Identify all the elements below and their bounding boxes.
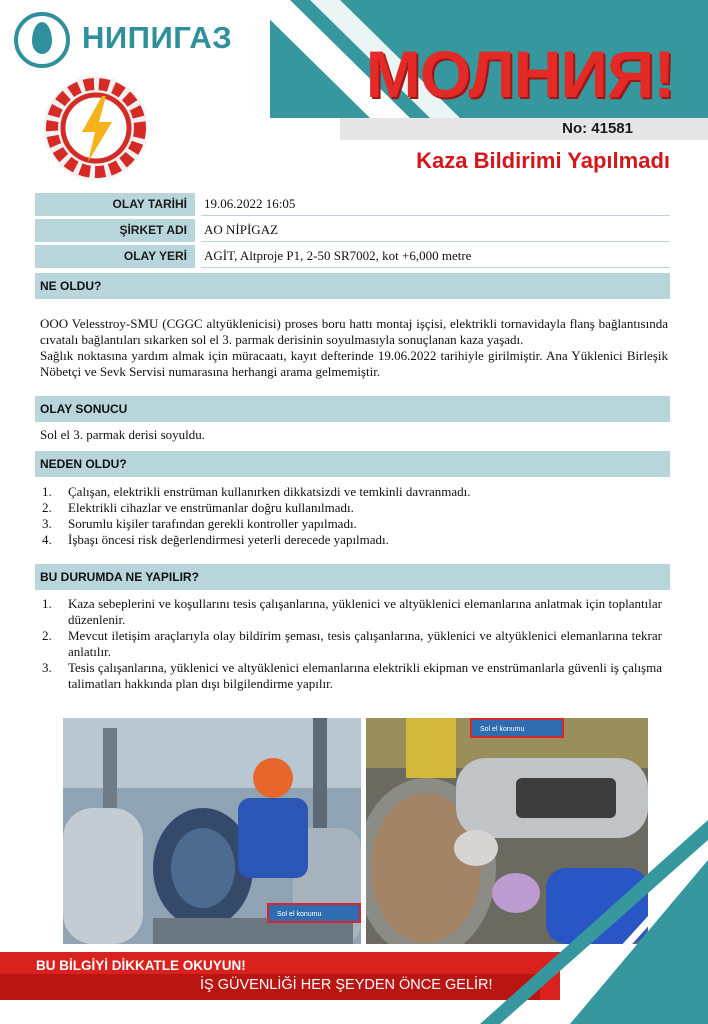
- report-number: No: 41581: [562, 120, 633, 137]
- lightning-gear-emblem: [44, 76, 148, 180]
- list-text: Elektrikli cihazlar ve enstrümanlar doğru kullanılmadı.: [68, 500, 354, 515]
- list-item: [40, 484, 662, 500]
- list-item: [40, 500, 662, 516]
- info-value: AGİT, Altproje P1, 2-50 SR7002, kot +6,000 metre: [201, 245, 670, 268]
- section-heading-what-happened: NE OLDU?: [35, 273, 670, 299]
- list-number: 2.: [42, 628, 52, 643]
- info-label: OLAY YERİ: [35, 245, 195, 268]
- info-value: AO NİPİGAZ: [201, 219, 670, 242]
- list-text: Sorumlu kişiler tarafından gerekli kontroller yapılmadı.: [68, 516, 357, 531]
- info-row-company: [35, 219, 670, 242]
- list-number: 3.: [42, 516, 52, 531]
- causes-list: [40, 484, 662, 548]
- company-logo: [14, 12, 254, 72]
- footer-line-2: İŞ GÜVENLİĞİ HER ŞEYDEN ÖNCE GELİR!: [200, 977, 493, 993]
- list-item: [40, 596, 662, 628]
- logo-text: НИПИГАЗ: [82, 20, 233, 55]
- list-number: 1.: [42, 596, 52, 611]
- incident-photo-left: [63, 718, 361, 944]
- list-item: [40, 516, 662, 532]
- footer-line-1: BU BİLGİYİ DİKKATLE OKUYUN!: [36, 958, 246, 973]
- list-text: Mevcut iletişim araçlarıyla olay bildirim şeması, tesis çalışanlarına, yüklenici ve altyüklenici elemanlarına tekrar anlatılır.: [68, 628, 662, 659]
- info-row-date: [35, 193, 670, 216]
- actions-list: [40, 596, 662, 692]
- section-heading-causes: NEDEN OLDU?: [35, 451, 670, 477]
- list-text: İşbaşı öncesi risk değerlendirmesi yeterli derecede yapılmadı.: [68, 532, 389, 547]
- list-number: 2.: [42, 500, 52, 515]
- banner-title: МОЛНИЯ!: [365, 37, 675, 111]
- what-happened-paragraph-1: OOO Velesstroy-SMU (CGGC altyüklenicisi) proses boru hattı montaj işçisi, elektrikli tornavidayla flanş bağlantısında cıvatalı bağlantıları sıkarken sol el 3. parmak derisinin soyulmasıyla sonuçlanan kaza yaşadı.: [40, 316, 668, 347]
- info-row-location: [35, 245, 670, 268]
- gas-flame-icon: [32, 22, 52, 54]
- page-subtitle: Kaza Bildirimi Yapılmadı: [416, 148, 670, 173]
- list-number: 3.: [42, 660, 52, 675]
- list-text: Çalışan, elektrikli enstrüman kullanırken dikkatsizdi ve temkinli davranmadı.: [68, 484, 471, 499]
- footer-teal-stripes: [470, 820, 708, 1024]
- info-label: OLAY TARİHİ: [35, 193, 195, 216]
- what-happened-paragraph-2: Sağlık noktasına yardım almak için müracaatı, kayıt defterinde 19.06.2022 tarihiyle girilmiştir. Ana Yüklenici Birleşik Nöbetçi ve Sevk Servisi numarasına herhangi arama gelmemiştir.: [40, 348, 668, 379]
- list-number: 4.: [42, 532, 52, 547]
- info-label: ŞİRKET ADI: [35, 219, 195, 242]
- photo-label-left: Sol el konumu: [267, 903, 361, 923]
- list-number: 1.: [42, 484, 52, 499]
- section-heading-result: OLAY SONUCU: [35, 396, 670, 422]
- list-text: Kaza sebeplerini ve koşullarını tesis çalışanlarına, yüklenici ve altyüklenici elemanlarına anlatmak için toplantılar düzenlenir.: [68, 596, 662, 627]
- result-text: Sol el 3. parmak derisi soyuldu.: [40, 427, 206, 442]
- info-value: 19.06.2022 16:05: [201, 193, 670, 216]
- list-item: [40, 628, 662, 660]
- list-text: Tesis çalışanlarına, yüklenici ve altyüklenici elemanlarına elektrikli ekipman ve enstrümanlarla güvenli iş çalışma talimatları hakkında plan dışı bilgilendirme yapılır.: [68, 660, 662, 691]
- list-item: [40, 532, 662, 548]
- photo-label-right: Sol el konumu: [470, 718, 564, 738]
- list-item: [40, 660, 662, 692]
- gear-icon: [44, 76, 148, 180]
- report-number-bar: [340, 118, 708, 140]
- section-heading-actions: BU DURUMDA NE YAPILIR?: [35, 564, 670, 590]
